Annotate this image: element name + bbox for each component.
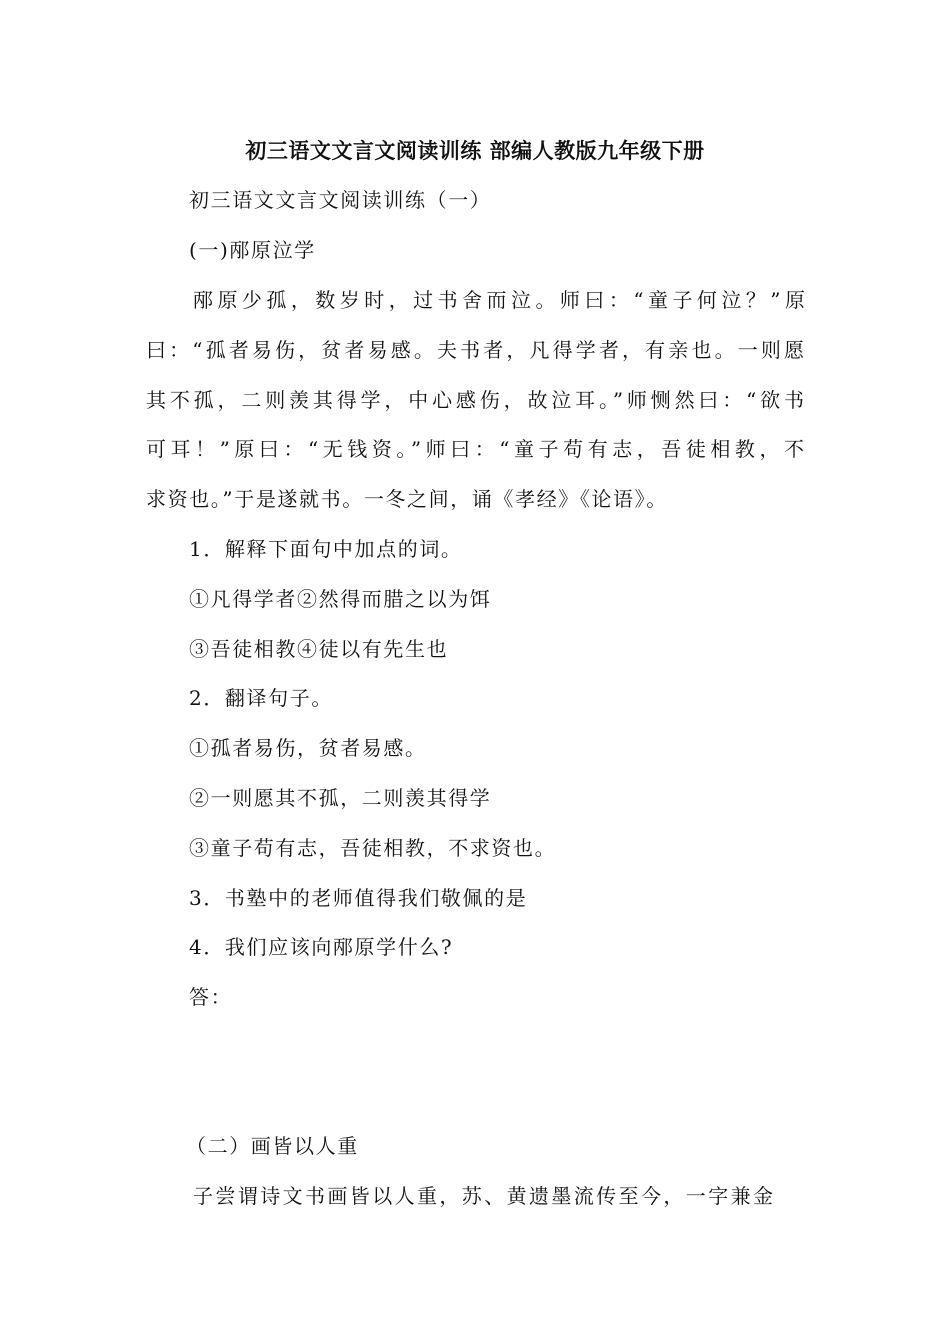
section2-heading: （二）画皆以人重 — [186, 1134, 359, 1158]
section1-paragraph-line: 求资也。”于是遂就书。一冬之间，诵《孝经》《论语》。 — [146, 487, 668, 511]
document-title: 初三语文文言文阅读训练 部编人教版九年级下册 — [245, 139, 705, 163]
question-4: 4．我们应该向邴原学什么? — [189, 935, 454, 959]
section1-paragraph-line: 邴原少孤，数岁时，过书舍而泣。师曰：“童子何泣？”原 — [193, 288, 805, 312]
section1-paragraph-line: 可耳！”原曰：“无钱资。”师曰：“童子苟有志，吾徒相教，不 — [146, 437, 804, 461]
question-1-items-a: ①凡得学者②然得而腊之以为饵 — [189, 587, 492, 611]
question-2-item-2: ②一则愿其不孤，二则羡其得学 — [189, 786, 492, 810]
answer-label: 答： — [189, 985, 233, 1009]
section1-heading: (一)邴原泣学 — [189, 238, 316, 262]
question-1: 1．解释下面句中加点的词。 — [189, 537, 463, 561]
question-2: 2．翻译句子。 — [189, 686, 333, 710]
question-2-item-1: ①孤者易伤，贫者易感。 — [189, 736, 427, 760]
section1-paragraph-line: 其不孤，二则羡其得学，中心感伤，故泣耳。”师恻然曰：“欲书 — [146, 388, 804, 412]
document-subtitle: 初三语文文言文阅读训练（一） — [189, 188, 492, 212]
section1-paragraph-line: 曰：“孤者易伤，贫者易感。夫书者，凡得学者，有亲也。一则愿 — [146, 338, 804, 362]
question-1-items-b: ③吾徒相教④徒以有先生也 — [189, 637, 449, 661]
section2-paragraph-line: 子尝谓诗文书画皆以人重，苏、黄遗墨流传至今，一字兼金 — [193, 1184, 776, 1208]
question-3: 3．书塾中的老师值得我们敬佩的是 — [189, 886, 528, 910]
question-2-item-3: ③童子苟有志，吾徒相教，不求资也。 — [189, 836, 557, 860]
